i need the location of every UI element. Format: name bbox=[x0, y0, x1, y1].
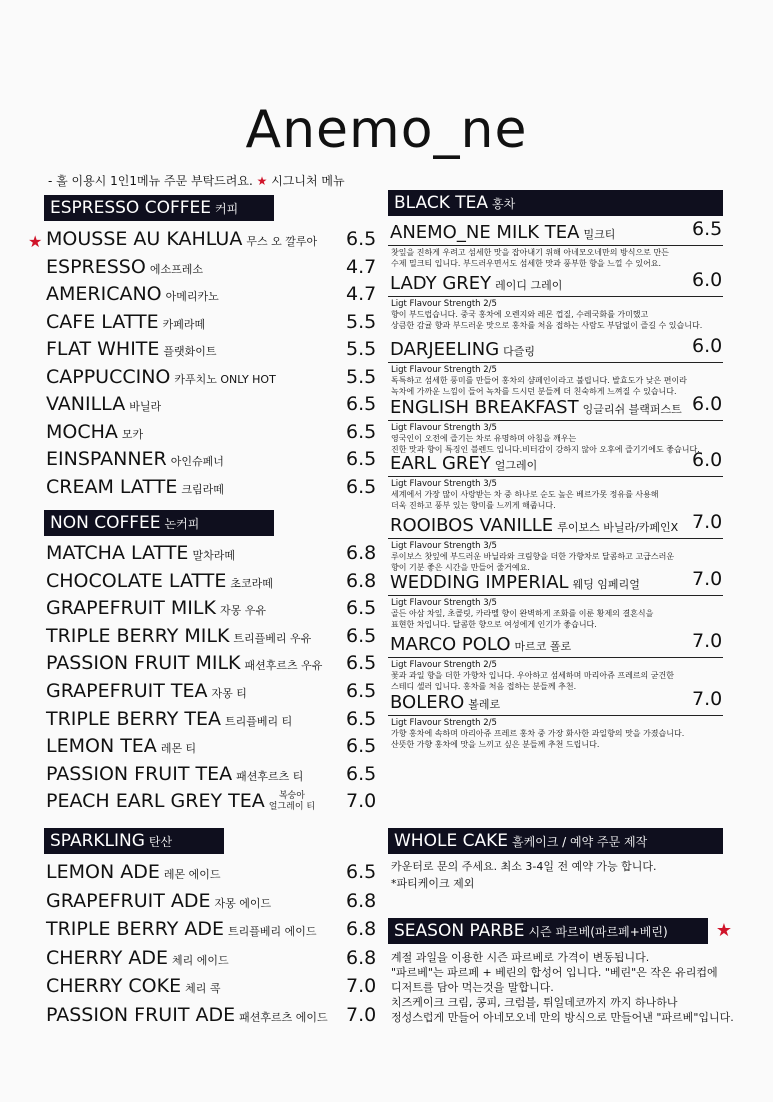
noncoffee-header bbox=[44, 510, 274, 536]
item-name-ko: 레몬 티 bbox=[160, 742, 197, 756]
tea-name: BOLERO bbox=[390, 692, 465, 713]
blacktea-title: BLACK TEA bbox=[394, 193, 489, 213]
menu-item bbox=[46, 448, 224, 470]
item-price: 5.5 bbox=[346, 365, 377, 388]
sparkling-title: SPARKLING bbox=[50, 831, 145, 851]
item-name-ko: 트리플베리 티 bbox=[224, 714, 293, 728]
item-name: CAPPUCCINO bbox=[46, 365, 171, 388]
menu-item bbox=[46, 570, 273, 592]
item-name: MATCHA LATTE bbox=[46, 542, 189, 564]
tea-description: 더욱 진하고 풍부 있는 향미를 느끼게 해줍니다. bbox=[391, 501, 556, 510]
item-name: TRIPLE BERRY TEA bbox=[46, 707, 221, 730]
tea-name: DARJEELING bbox=[390, 339, 500, 360]
item-name-ko: 레몬 에이드 bbox=[163, 868, 221, 881]
season-title-ko: 시즌 파르베(파르페+베린) bbox=[528, 925, 668, 939]
item-name: PASSION FRUIT ADE bbox=[46, 1003, 236, 1026]
item-name: ESPRESSO bbox=[46, 255, 146, 278]
tea-name: MARCO POLO bbox=[390, 634, 511, 655]
tea-price: 6.0 bbox=[692, 335, 723, 357]
item-price: 6.5 bbox=[346, 597, 377, 620]
notice-text: - 홀 이용시 1인1메뉴 주문 부탁드려요. bbox=[48, 174, 253, 188]
item-price: 6.5 bbox=[346, 624, 377, 647]
item-name: FLAT WHITE bbox=[46, 338, 160, 360]
item-name-ko: 아메리카노 bbox=[165, 290, 219, 303]
star-icon: ★ bbox=[28, 232, 43, 251]
item-name: GRAPEFRUIT ADE bbox=[46, 889, 211, 912]
season-line: 계절 과일을 이용한 시즌 파르베로 가격이 변동됩니다. bbox=[391, 951, 650, 964]
season-line: 정성스럽게 만들어 아네모오네 만의 방식으로 만들어낸 "파르베"입니다. bbox=[391, 1011, 734, 1024]
season-line: "파르베"는 파르페 + 베린의 합성어 입니다. "베린"은 작은 유리컵에 bbox=[391, 966, 718, 979]
item-price: 6.8 bbox=[346, 946, 377, 969]
item-name-ko: 모카 bbox=[121, 427, 144, 441]
item-name: MOCHA bbox=[46, 420, 118, 443]
tea-description: 독특하고 섬세한 풍미를 만들어 홍차의 샴페인이라고 불립니다. 발효도가 낮은 편이라 bbox=[391, 376, 687, 385]
star-icon: ★ bbox=[256, 174, 268, 188]
item-name: CHOCOLATE LATTE bbox=[46, 569, 227, 592]
tea-description: 수제 밀크티 입니다. 부드러우면서도 섬세한 맛과 풍부한 향을 느낄 수 있어요. bbox=[391, 259, 662, 268]
item-name-ko-line: 얼그레이 티 bbox=[268, 801, 316, 812]
tea-strength: Ligt Flavour Strength 3/5 bbox=[391, 423, 497, 433]
menu-item bbox=[46, 918, 317, 940]
item-name: MOUSSE AU KAHLUA bbox=[46, 228, 243, 250]
menu-item bbox=[46, 763, 303, 785]
menu-item bbox=[46, 228, 317, 250]
item-name-ko: 체리 에이드 bbox=[172, 953, 229, 967]
tea-divider bbox=[388, 296, 723, 297]
item-price: 6.5 bbox=[346, 707, 377, 730]
tea-item bbox=[390, 339, 535, 360]
tea-strength: Ligt Flavour Strength 3/5 bbox=[391, 598, 497, 608]
item-name-ko: 에소프레소 bbox=[149, 262, 203, 276]
tea-strength: Ligt Flavour Strength 2/5 bbox=[391, 299, 497, 309]
tea-strength: Ligt Flavour Strength 3/5 bbox=[391, 541, 497, 551]
tea-description: 골든 아삼 차잎, 초콜릿, 카라멜 향이 완벽하게 조화를 이룬 황제의 결혼식을 bbox=[391, 609, 654, 618]
signature-label: 시그니처 메뉴 bbox=[271, 174, 345, 188]
menu-item bbox=[46, 708, 292, 730]
cake-title: WHOLE CAKE bbox=[394, 831, 508, 851]
tea-item bbox=[390, 222, 615, 243]
item-price: 6.5 bbox=[346, 393, 377, 415]
cake-line: *파티케이크 제외 bbox=[391, 877, 475, 890]
tea-divider bbox=[388, 362, 723, 363]
menu-item bbox=[46, 256, 203, 278]
item-name-ko: 무스 오 깔루아 bbox=[246, 235, 318, 248]
tea-divider bbox=[388, 245, 723, 246]
menu-item bbox=[46, 366, 276, 388]
item-name-ko: 카푸치노 ONLY HOT bbox=[174, 372, 276, 386]
menu-item bbox=[46, 735, 196, 757]
cake-title-ko: 홀케이크 / 예약 주문 제작 bbox=[511, 835, 648, 849]
item-price: 7.0 bbox=[346, 975, 377, 997]
item-name: CHERRY COKE bbox=[46, 975, 182, 997]
item-name: CHERRY ADE bbox=[46, 946, 169, 969]
blacktea-header bbox=[388, 190, 723, 216]
menu-item bbox=[46, 652, 322, 674]
menu-item bbox=[46, 393, 161, 415]
item-name: VANILLA bbox=[46, 393, 126, 415]
item-price: 4.7 bbox=[346, 283, 377, 305]
item-price: 6.8 bbox=[346, 889, 377, 912]
tea-price: 6.0 bbox=[692, 449, 723, 471]
page-title: Anemo_ne bbox=[245, 100, 528, 160]
tea-name-ko: 마르코 폴로 bbox=[514, 640, 572, 653]
tea-description: 향이 기분 좋은 시간을 만들어 줄거예요. bbox=[391, 563, 530, 572]
menu-item bbox=[46, 476, 224, 498]
tea-name-ko: 밀크티 bbox=[583, 228, 616, 241]
tea-strength: Ligt Flavour Strength 2/5 bbox=[391, 660, 497, 670]
menu-item bbox=[46, 680, 247, 702]
tea-name: EARL GREY bbox=[390, 453, 491, 474]
tea-price: 6.0 bbox=[692, 393, 723, 415]
tea-divider bbox=[388, 538, 723, 539]
item-price: 6.5 bbox=[346, 762, 377, 785]
tea-strength: Ligt Flavour Strength 2/5 bbox=[391, 365, 497, 375]
cake-line: 카운터로 문의 주세요. 최소 3-4일 전 예약 가능 합니다. bbox=[391, 860, 657, 873]
tea-description: 꽃과 과일 향을 더한 가향차 입니다. 우아하고 섬세하며 마리아쥬 프레르의 굳건한 bbox=[391, 671, 674, 680]
menu-item bbox=[46, 542, 235, 564]
tea-description: 가향 홍차에 속하며 마리아쥬 프레르 홍차 중 가장 화사한 과일향의 맛을 가졌습니다. bbox=[391, 729, 685, 738]
item-price: 6.5 bbox=[346, 680, 377, 702]
notice bbox=[48, 172, 345, 189]
tea-name: ENGLISH BREAKFAST bbox=[390, 397, 579, 418]
menu-item bbox=[46, 625, 311, 647]
tea-item bbox=[390, 515, 678, 536]
item-name-ko: 카페라떼 bbox=[162, 317, 206, 331]
tea-price: 7.0 bbox=[692, 630, 723, 652]
item-price: 7.0 bbox=[346, 790, 377, 813]
item-price: 6.5 bbox=[346, 228, 377, 250]
item-name-ko: 패션후르츠 우유 bbox=[244, 659, 323, 673]
tea-description: 산뜻한 가향 홍차에 맛을 느끼고 싶은 분들께 추천 드립니다. bbox=[391, 740, 600, 749]
tea-description: 향이 부드럽습니다. 중국 홍차에 오렌지와 레몬 껍질, 수레국화를 가미했고 bbox=[391, 310, 649, 319]
tea-divider bbox=[388, 595, 723, 596]
item-name-ko: 초코라떼 bbox=[230, 576, 273, 590]
tea-name-ko: 다즐링 bbox=[503, 345, 536, 358]
tea-price: 7.0 bbox=[692, 568, 723, 590]
tea-name-ko: 루이보스 바닐라/카페인X bbox=[557, 521, 679, 534]
tea-name-ko: 웨딩 임페리얼 bbox=[572, 578, 640, 591]
tea-item bbox=[390, 397, 682, 418]
item-price: 6.8 bbox=[346, 918, 377, 940]
item-name: GRAPEFRUIT MILK bbox=[46, 597, 216, 620]
tea-description: 세계에서 가장 많이 사랑받는 차 중 하나로 순도 높은 베르가못 정유를 사용해 bbox=[391, 490, 659, 499]
tea-strength: Ligt Flavour Strength 3/5 bbox=[391, 479, 497, 489]
item-name-ko: 패션후르츠 티 bbox=[236, 769, 304, 783]
tea-name: ROOIBOS VANILLE bbox=[390, 515, 554, 536]
tea-price: 7.0 bbox=[692, 688, 723, 710]
item-name-ko: 말차라떼 bbox=[192, 549, 235, 562]
season-line: 디저트를 담아 먹는것을 말합니다. bbox=[391, 981, 554, 994]
tea-name: LADY GREY bbox=[390, 273, 492, 294]
season-title: SEASON PARBE bbox=[394, 921, 525, 941]
item-name-ko: 크림라떼 bbox=[181, 482, 224, 496]
tea-description: 루이보스 찻잎에 부드러운 바닐라와 크림향을 더한 가향차로 달콤하고 고급스러운 bbox=[391, 552, 675, 561]
sparkling-title-ko: 탄산 bbox=[148, 835, 173, 849]
item-name: GRAPEFRUIT TEA bbox=[46, 680, 208, 702]
menu-item bbox=[46, 338, 217, 360]
tea-price: 7.0 bbox=[692, 511, 723, 533]
tea-item bbox=[390, 692, 500, 713]
item-price: 6.5 bbox=[346, 475, 377, 498]
item-name-ko: 트리플베리 우유 bbox=[233, 631, 312, 645]
tea-divider bbox=[388, 657, 723, 658]
tea-item bbox=[390, 453, 537, 474]
tea-description: 찻잎을 진하게 우려고 섬세한 맛을 잡아내기 위해 아네모오네만의 방식으로 만든 bbox=[391, 248, 669, 257]
item-name: EINSPANNER bbox=[46, 448, 167, 470]
item-name-ko: 자몽 에이드 bbox=[214, 896, 272, 910]
tea-item bbox=[390, 273, 562, 294]
item-name-ko: 바닐라 bbox=[129, 400, 162, 413]
season-header bbox=[388, 918, 732, 944]
item-name: CAFE LATTE bbox=[46, 310, 159, 333]
espresso-title: ESPRESSO COFFEE bbox=[50, 198, 211, 218]
tea-item bbox=[390, 572, 640, 593]
item-name: LEMON ADE bbox=[46, 861, 160, 883]
tea-name-ko: 레이디 그레이 bbox=[495, 279, 563, 292]
tea-price: 6.0 bbox=[692, 269, 723, 291]
tea-description: 영국인이 오전에 즐기는 차로 유명하며 아침을 깨우는 bbox=[391, 434, 577, 443]
season-line: 치즈케이크 크림, 콩피, 크럼블, 튀일데코까지 까지 하나하나 bbox=[391, 996, 678, 1009]
tea-description: 녹차에 가까운 느낌이 들어 녹차를 드시던 분들께 더 친숙하게 느껴질 수 있습니다. bbox=[391, 387, 677, 396]
noncoffee-title-ko: 논커피 bbox=[164, 517, 200, 531]
item-name-ko: 자몽 우유 bbox=[219, 604, 266, 618]
item-name: TRIPLE BERRY MILK bbox=[46, 624, 230, 647]
menu-item bbox=[46, 790, 315, 813]
item-name: TRIPLE BERRY ADE bbox=[46, 918, 225, 940]
menu-item bbox=[46, 890, 271, 912]
item-name: LEMON TEA bbox=[46, 735, 157, 758]
item-price: 6.5 bbox=[346, 448, 377, 470]
tea-name: WEDDING IMPERIAL bbox=[390, 572, 569, 593]
cake-header bbox=[388, 828, 723, 854]
item-price: 6.8 bbox=[346, 569, 377, 592]
item-name-ko bbox=[269, 791, 315, 813]
item-price: 6.5 bbox=[346, 652, 377, 675]
tea-description: 스테디 셀러 입니다. 홍차를 처음 접하는 분들께 추천. bbox=[391, 682, 577, 691]
item-price: 6.8 bbox=[346, 542, 377, 564]
item-price: 6.5 bbox=[346, 861, 377, 883]
item-price: 7.0 bbox=[346, 1003, 377, 1026]
espresso-title-ko: 커피 bbox=[215, 202, 239, 216]
menu-item bbox=[46, 975, 220, 997]
item-name-ko: 아인슈페너 bbox=[170, 455, 224, 468]
sparkling-header bbox=[44, 828, 224, 854]
tea-price: 6.5 bbox=[692, 218, 723, 240]
item-price: 6.5 bbox=[346, 420, 377, 443]
item-name: AMERICANO bbox=[46, 283, 162, 305]
menu-item bbox=[46, 311, 205, 333]
item-name-ko-line: 복숭아 bbox=[278, 790, 305, 801]
menu-item bbox=[46, 283, 219, 305]
tea-strength: Ligt Flavour Strength 2/5 bbox=[391, 718, 497, 728]
tea-description: 상큼한 감귤 향과 부드러운 맛으로 홍차를 처음 접하는 사람도 부담없이 즐길 수 있습니다. bbox=[391, 321, 703, 330]
item-name: PASSION FRUIT TEA bbox=[46, 762, 233, 785]
menu-item bbox=[46, 861, 220, 883]
tea-item bbox=[390, 634, 571, 655]
star-icon: ★ bbox=[715, 920, 732, 941]
tea-divider bbox=[388, 715, 723, 716]
tea-name-ko: 잉글리쉬 블랙퍼스트 bbox=[582, 403, 682, 416]
item-name: PEACH EARL GREY TEA bbox=[46, 790, 265, 813]
noncoffee-title: NON COFFEE bbox=[50, 513, 161, 533]
tea-name-ko: 얼그레이 bbox=[494, 459, 538, 472]
tea-divider bbox=[388, 420, 723, 421]
item-price: 4.7 bbox=[346, 255, 377, 278]
item-name-ko: 자몽 티 bbox=[211, 687, 247, 700]
menu-item bbox=[46, 421, 143, 443]
item-name: CREAM LATTE bbox=[46, 475, 178, 498]
item-name-ko: 체리 콕 bbox=[185, 982, 221, 995]
item-name-ko: 패션후르츠 에이드 bbox=[239, 1010, 328, 1024]
item-price: 5.5 bbox=[346, 338, 377, 360]
item-price: 6.5 bbox=[346, 735, 377, 758]
item-price: 5.5 bbox=[346, 310, 377, 333]
espresso-header bbox=[44, 195, 274, 221]
tea-name-ko: 볼레로 bbox=[468, 698, 501, 711]
menu-item bbox=[46, 1004, 328, 1026]
item-name-ko: 트리플베리 에이드 bbox=[228, 925, 317, 938]
menu-item bbox=[46, 597, 266, 619]
tea-name: ANEMO_NE MILK TEA bbox=[390, 222, 580, 243]
item-name: PASSION FRUIT MILK bbox=[46, 652, 241, 675]
menu-item bbox=[46, 947, 229, 969]
item-name-ko: 플랫화이트 bbox=[163, 345, 217, 358]
tea-description: 표현한 차입니다. 달콤한 향으로 여성에게 인기가 좋습니다. bbox=[391, 620, 597, 629]
tea-divider bbox=[388, 476, 723, 477]
tea-description: 진한 맛과 향이 특징인 블렌드 입니다.비터감이 강하지 않아 오후에 즐기기에도 좋습니다. bbox=[391, 445, 700, 454]
blacktea-title-ko: 홍차 bbox=[492, 197, 516, 211]
